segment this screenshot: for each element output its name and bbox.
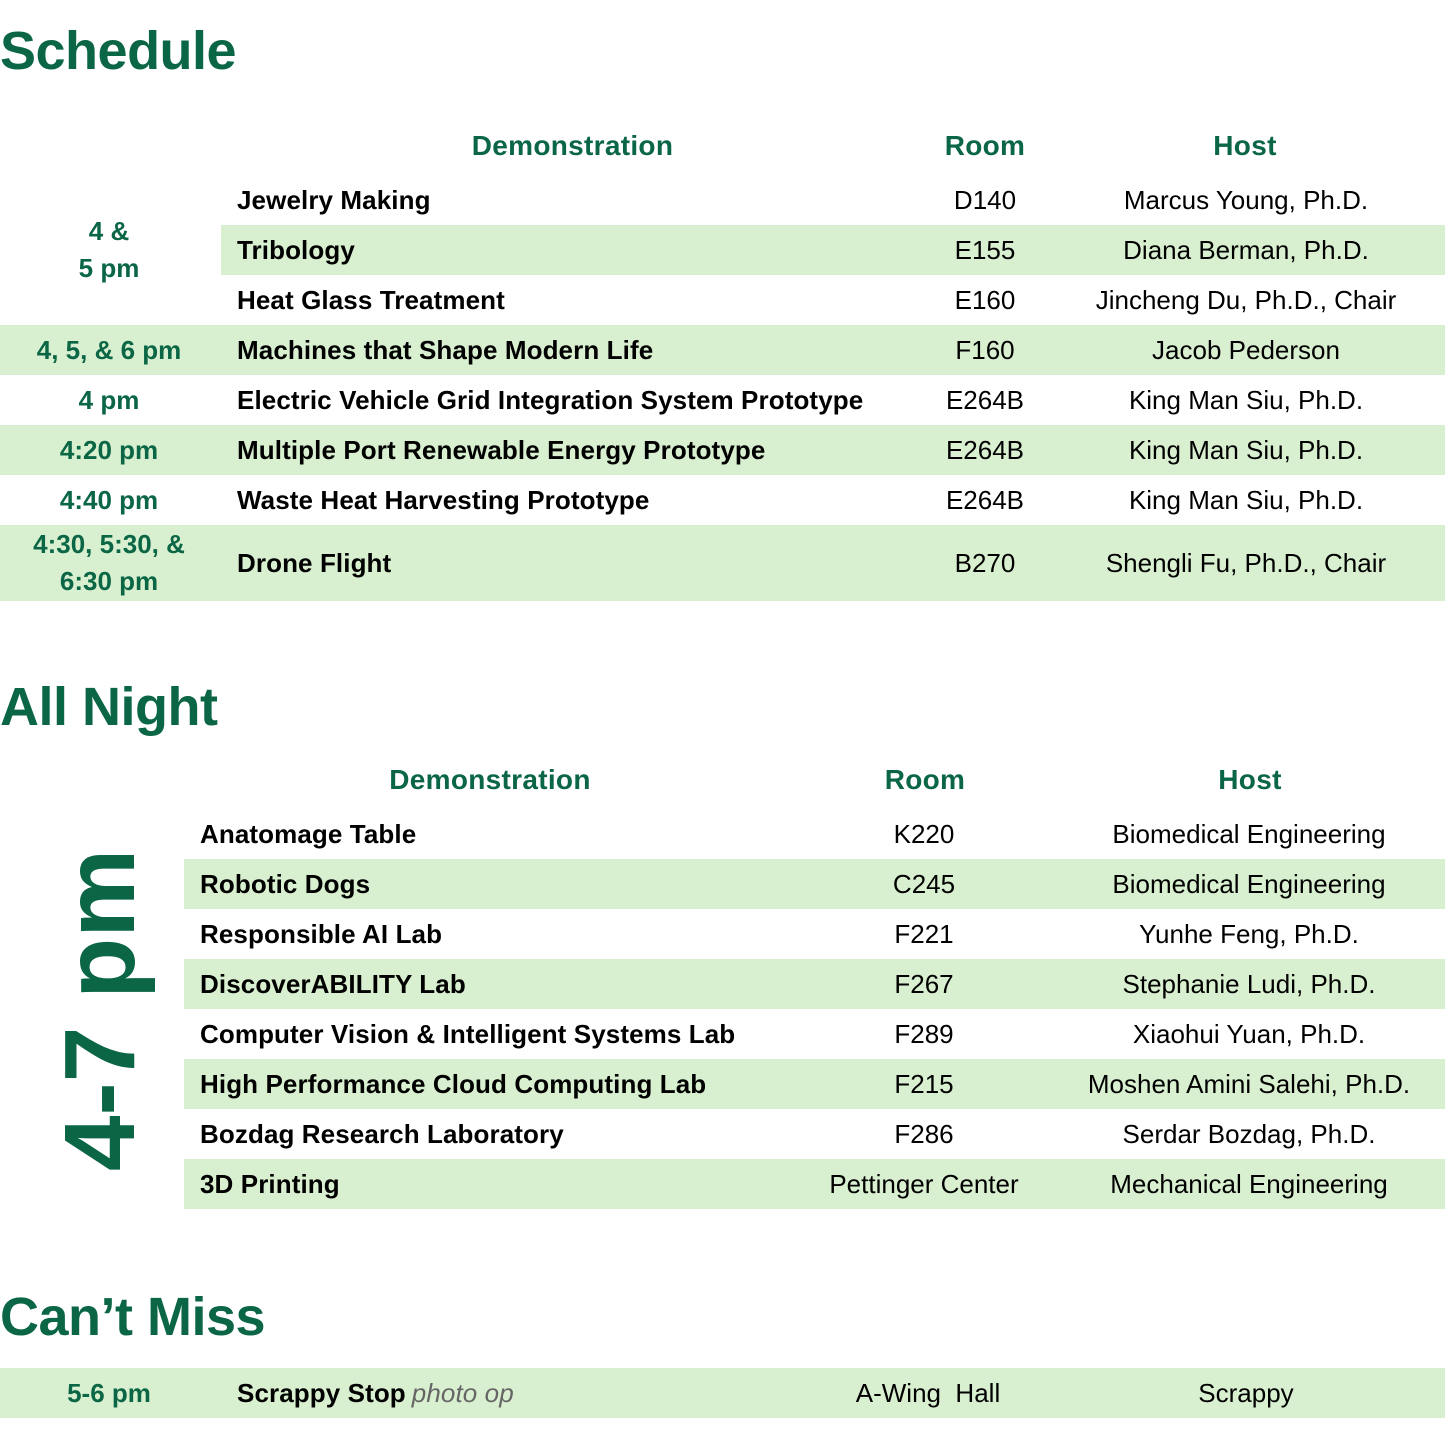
demo-title: Scrappy Stop [237, 1377, 406, 1408]
demo-note: photo op [411, 1377, 514, 1408]
time-slot: 4 pm [78, 384, 140, 415]
all-night-title: All Night [0, 677, 218, 737]
schedule-header-room: Room [944, 130, 1026, 161]
room: E264B [945, 434, 1025, 465]
all-night-header-room: Room [884, 764, 966, 795]
demo-name: Computer Vision & Intelligent Systems Lab [200, 1018, 736, 1049]
host: Scrappy [1198, 1377, 1294, 1408]
all-night-header-demonstration: Demonstration [389, 764, 591, 795]
host: Xiaohui Yuan, Ph.D. [1132, 1018, 1366, 1049]
time-slot: 5-6 pm [67, 1377, 151, 1408]
demo-name: Machines that Shape Modern Life [237, 334, 654, 365]
host: Jacob Pederson [1152, 334, 1340, 365]
all-night-time-label [44, 848, 157, 1172]
demo-name: Robotic Dogs [200, 868, 371, 899]
table-row [0, 1368, 1445, 1418]
schedule-title: Schedule [0, 21, 237, 81]
cant-miss-title: Can’t Miss [0, 1287, 266, 1347]
time-slot: 4, 5, & 6 pm [36, 334, 182, 365]
table-row [184, 859, 1445, 909]
host: Jincheng Du, Ph.D., Chair [1095, 284, 1397, 315]
table-row [0, 325, 1445, 375]
room: E264B [945, 384, 1025, 415]
time-line: 4 & [88, 216, 130, 246]
table-row [184, 909, 1445, 959]
vertical-time-text: 4-7 pm [44, 848, 157, 1172]
host: Stephanie Ludi, Ph.D. [1122, 968, 1376, 999]
schedule-header-host: Host [1213, 130, 1277, 161]
table-row [0, 425, 1445, 475]
room: E264B [945, 484, 1025, 515]
demo-name: Drone Flight [237, 547, 392, 578]
room: F215 [894, 1068, 954, 1099]
demo-name: DiscoverABILITY Lab [200, 968, 466, 999]
host: Biomedical Engineering [1112, 868, 1386, 899]
table-row [0, 525, 1445, 601]
time-slot: 4:20 pm [59, 434, 159, 465]
room: B270 [954, 547, 1016, 578]
host: Diana Berman, Ph.D. [1123, 234, 1369, 265]
room: F160 [955, 334, 1015, 365]
demo-name: Tribology [237, 234, 355, 265]
table-row [184, 809, 1445, 859]
room: C245 [892, 868, 956, 899]
time-slot [0, 525, 218, 601]
time-slot: 4:40 pm [59, 484, 159, 515]
host: King Man Siu, Ph.D. [1128, 484, 1364, 515]
room: F289 [894, 1018, 954, 1049]
demo-name: Waste Heat Harvesting Prototype [237, 484, 650, 515]
table-row [221, 225, 1445, 275]
demo-name: Bozdag Research Laboratory [200, 1118, 564, 1149]
host: Moshen Amini Salehi, Ph.D. [1087, 1068, 1411, 1099]
schedule-header-demonstration: Demonstration [471, 130, 674, 161]
host: Biomedical Engineering [1112, 818, 1386, 849]
time-line: 6:30 pm [59, 566, 159, 596]
room: F286 [894, 1118, 954, 1149]
room: K220 [893, 818, 955, 849]
host: Marcus Young, Ph.D. [1123, 184, 1369, 215]
demo-name [237, 1368, 514, 1418]
table-row [0, 475, 1445, 525]
table-row [221, 175, 1445, 225]
table-row [184, 1109, 1445, 1159]
room: E160 [954, 284, 1016, 315]
demo-name: 3D Printing [200, 1168, 340, 1199]
table-row [0, 375, 1445, 425]
table-row [184, 1059, 1445, 1109]
host: Mechanical Engineering [1110, 1168, 1388, 1199]
host: King Man Siu, Ph.D. [1128, 434, 1364, 465]
room: F221 [894, 918, 954, 949]
room: A-Wing Hall [855, 1377, 1001, 1408]
demo-name: Responsible AI Lab [200, 918, 443, 949]
time-line: 4:30, 5:30, & [33, 529, 185, 559]
time-slot [0, 212, 218, 288]
host: Serdar Bozdag, Ph.D. [1122, 1118, 1376, 1149]
table-row [184, 1159, 1445, 1209]
host: Shengli Fu, Ph.D., Chair [1105, 547, 1387, 578]
room: D140 [953, 184, 1017, 215]
room: Pettinger Center [829, 1168, 1019, 1199]
host: King Man Siu, Ph.D. [1128, 384, 1364, 415]
demo-name: Jewelry Making [237, 184, 431, 215]
table-row [184, 959, 1445, 1009]
room: F267 [894, 968, 954, 999]
demo-name: High Performance Cloud Computing Lab [200, 1068, 707, 1099]
host: Yunhe Feng, Ph.D. [1139, 918, 1359, 949]
demo-name: Electric Vehicle Grid Integration System Prototype [237, 384, 864, 415]
table-row [184, 1009, 1445, 1059]
all-night-header-host: Host [1218, 764, 1282, 795]
room: E155 [954, 234, 1016, 265]
table-row [221, 275, 1445, 325]
demo-name: Anatomage Table [200, 818, 417, 849]
time-line: 5 pm [78, 253, 140, 283]
demo-name: Multiple Port Renewable Energy Prototype [237, 434, 766, 465]
demo-name: Heat Glass Treatment [237, 284, 505, 315]
